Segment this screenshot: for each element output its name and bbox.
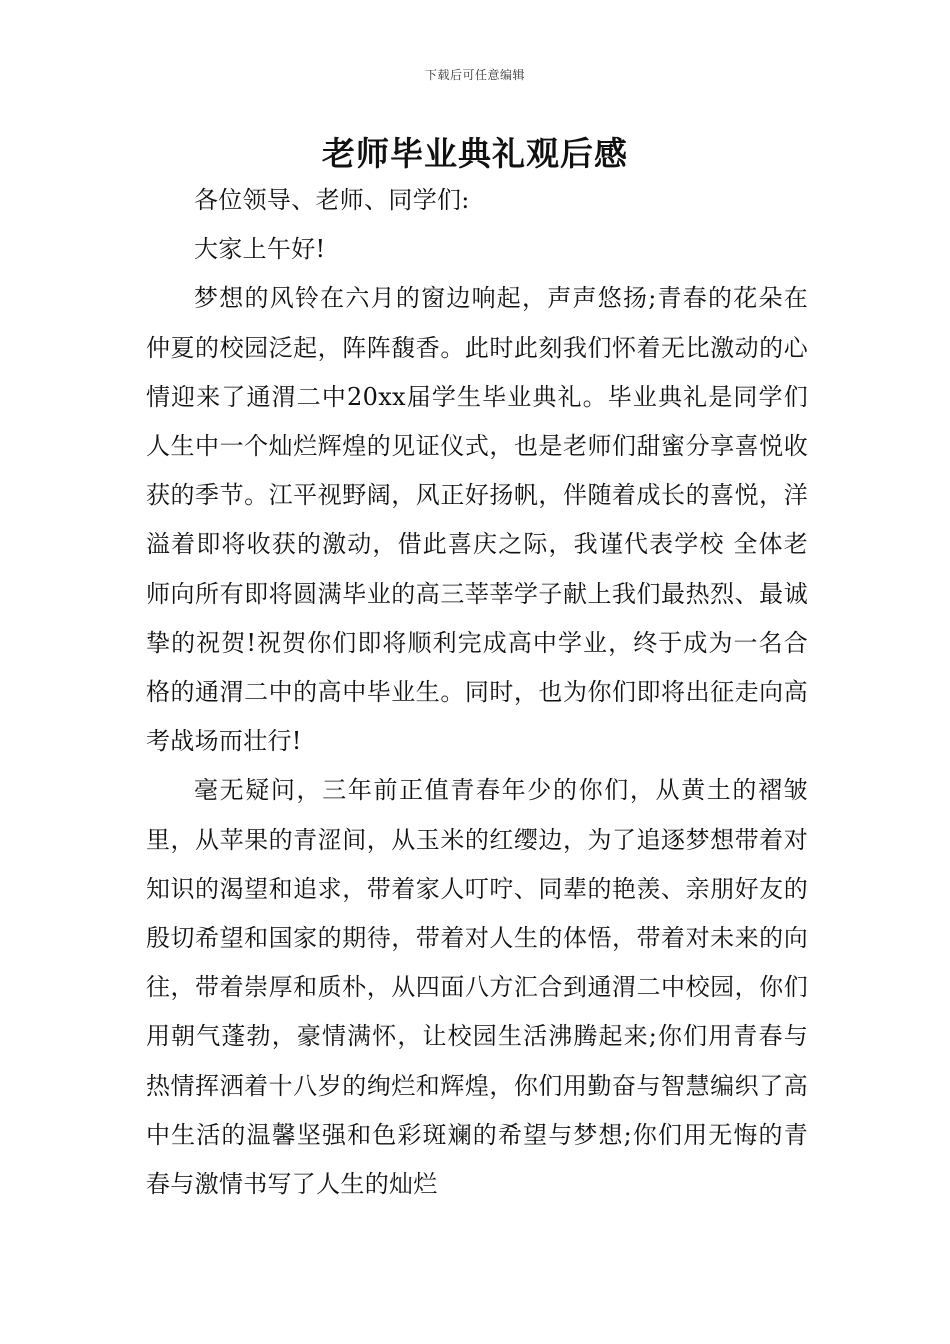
greeting-paragraph: 大家上午好!: [194, 235, 326, 264]
document-body: [146, 176, 808, 1209]
salutation-paragraph: 各位领导、老师、同学们:: [194, 186, 470, 214]
header-note: 下载后可任意编辑: [424, 68, 525, 82]
body-paragraph: 梦想的风铃在六月的窗边响起，声声悠扬;青春的花朵在仲夏的校园泛起，阵阵馥香。此时此刻我们怀着无比激动的心情迎来了通渭二中20xx届学生毕业典礼。毕业典礼是同学们人生中一个灿烂辉煌的见证仪式，也是老师们甜蜜分享喜悦收获的季节。江平视野阔，风正好扬帆，伴随着成长的喜悦，洋溢着即将收获的激动，借此喜庆之际，我谨代表学校 全体老师向所有即将圆满毕业的高三莘莘学子献上我们最热烈、最诚挚的祝贺!祝贺你们即将顺利完成高中学业，终于成为一名合格的通渭二中的高中毕业生。同时，也为你们即将出征走向高考战场而壮行!: [146, 284, 808, 756]
document-title: 老师毕业典礼观后感: [322, 134, 628, 173]
body-paragraph: 毫无疑问，三年前正值青春年少的你们，从黄土的褶皱里，从苹果的青涩间，从玉米的红缨边，为了追逐梦想带着对知识的渴望和追求，带着家人叮咛、同辈的艳羡、亲朋好友的殷切希望和国家的期待，带着对人生的体悟，带着对未来的向往，带着崇厚和质朴，从四面八方汇合到通渭二中校园，你们用朝气蓬勃，豪情满怀，让校园生活沸腾起来;你们用青春与热情挥洒着十八岁的绚烂和辉煌，你们用勤奋与智慧编织了高中生活的温馨坚强和色彩斑斓的希望与梦想;你们用无悔的青春与激情书写了人生的灿烂: [146, 776, 808, 1199]
